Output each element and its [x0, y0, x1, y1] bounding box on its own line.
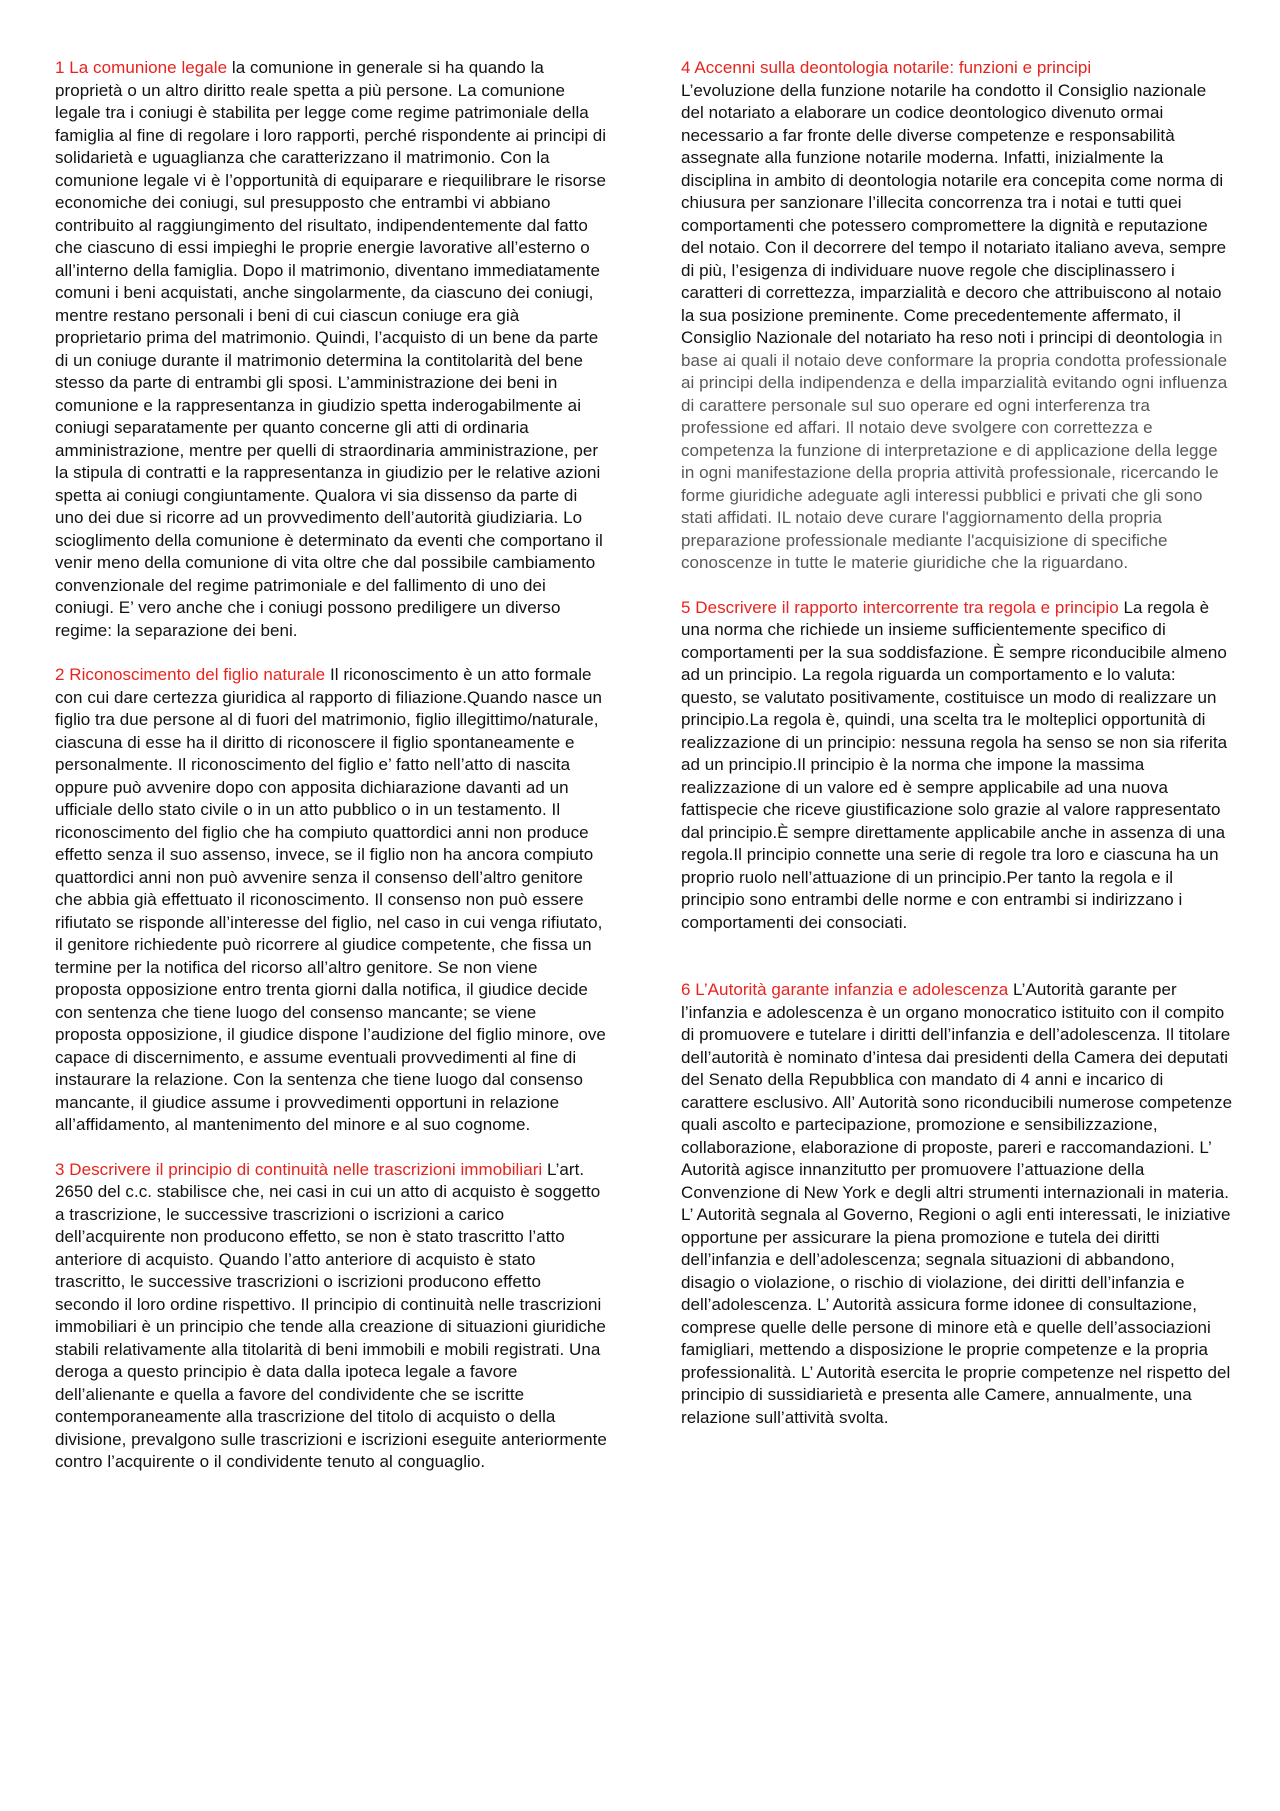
section-title: 2 Riconoscimento del figlio naturale: [55, 665, 326, 684]
section-body: L’evoluzione della funzione notarile ha condotto il Consiglio nazionale del notariato a elaborare un codice deontologico divenuto ormai necessario a far fronte delle diverse competenze e responsabilità assegnate alla funzione notarile moderna. Infatti, inizialmente la disciplina in ambito di deontologia notarile era concepita come norma di chiusura per sanzionare l’illecita concorrenza tra i notai e tutti quei comportamenti che potessero compromettere la dignità e reputazione del notaio. Con il decorrere del tempo il notariato italiano aveva, sempre di più, l’esigenza di individuare nuove regole che disciplinassero i caratteri di correttezza, imparzialità e decoro che attribuiscono al notaio la sua posizione preminente. Come precedentemente affermato, il Consiglio Nazionale del notariato ha reso noti i principi di deontologia: [681, 80, 1227, 347]
section-body: Il riconoscimento è un atto formale con cui dare certezza giuridica al rapporto di filiazione.Quando nasce un figlio tra due persone al di fuori del matrimonio, figlio illegittimo/naturale, ciascuna di esse ha il diritto di riconoscere il figlio spontaneamente e personalmente. Il riconoscimento del figlio e’ fatto nell’atto di nascita oppure può avvenire dopo con apposita dichiarazione davanti ad un ufficiale dello stato civile o in un atto pubblico o in un testamento. Il riconoscimento del figlio che ha compiuto quattordici anni non produce effetto senza il suo assenso, invece, se il figlio non ha ancora compiuto quattordici anni non può avvenire senza il consenso dell’altro genitore che abbia già effettuato il riconoscimento. Il consenso non può essere rifiutato se risponde all’interesse del figlio, nel caso in cui venga rifiutato, il genitore richiedente può ricorrere al giudice competente, che fissa un termine per la notifica del ricorso all’altro genitore. Se non viene proposta opposizione entro trenta giorni dalla notifica, il giudice decide con sentenza che tiene luogo del consenso mancante; se viene proposta opposizione, il giudice dispone l’audizione del figlio minore, ove capace di discernimento, e assume eventuali provvedimenti al fine di instaurare la relazione. Con la sentenza che tiene luogo dal consenso mancante, il giudice assume i provvedimenti opportuni in relazione all’affidamento, al mantenimento del minore e al suo cognome.: [55, 665, 606, 1134]
section-body: L’art. 2650 del c.c. stabilisce che, nei casi in cui un atto di acquisto è soggetto a trascrizione, le successive trascrizioni o iscrizioni a carico dell’acquirente non producono effetto, se non è stato trascritto l’atto anteriore di acquisto. Quando l’atto anteriore di acquisto è stato trascritto, le successive trascrizioni o iscrizioni producono effetto secondo il loro ordine rispettivo. Il principio di continuità nelle trascrizioni immobiliari è un principio che tende alla creazione di situazioni giuridiche stabili relativamente alla titolarità di beni immobili e mobili registrati. Una deroga a questo principio è data dalla ipoteca legale a favore dell’alienante e quella a favore del condividente che se iscritte contemporaneamente alla trascrizione del titolo di acquisto o della divisione, prevalgono sulle trascrizioni e iscrizioni eseguite anteriormente contro l’acquirente o il condividente tenuto al conguaglio.: [55, 1159, 607, 1471]
section-riconoscimento-figlio: [55, 664, 607, 1137]
section-body-muted: in base ai quali il notaio deve conformare la propria condotta professionale ai principi della indipendenza e della imparzialità evitando ogni influenza di carattere personale sul suo operare ed ogni interferenza tra professione ed affari. Il notaio deve svolgere con correttezza e competenza la funzione di interpretazione e di applicazione della legge in ogni manifestazione della propria attività professionale, ricercando le forme giuridiche adeguate agli interessi pubblici e privati che gli sono stati affidati. IL notaio deve curare l'aggiornamento della propria preparazione professionale mediante l'acquisizione di specifiche conoscenze in tutte le materie giuridiche che la riguardano.: [681, 328, 1228, 572]
section-body: L’Autorità garante per l’infanzia e adolescenza è un organo monocratico istituito con il compito di promuovere e tutelare i diritti dell’infanzia e dell’adolescenza. Il titolare dell’autorità è nominato d’intesa dai presidenti della Camera dei deputati del Senato della Repubblica con mandato di 4 anni e incarico di carattere esclusivo. All’ Autorità sono riconducibili numerose competenze quali ascolto e partecipazione, promozione e sensibilizzazione, collaborazione, elaborazione di proposte, pareri e raccomandazioni. L’ Autorità agisce innanzitutto per promuovere l’attuazione della Convenzione di New York e degli altri strumenti internazionali in materia. L’ Autorità segnala al Governo, Regioni o agli enti interessati, le iniziative opportune per assicurare la piena promozione e tutela dei diritti dell’infanzia e dell’adolescenza; segnala situazioni di abbandono, disagio o violazione, o rischio di violazione, dei diritti dell’infanzia e dell’adolescenza. L’ Autorità assicura forme idonee di consultazione, comprese quelle delle persone di minore età e quelle dell’associazioni famigliari, mettendo a disposizione le proprie competenze e la propria professionalità. L’ Autorità esercita le proprie competenze nel rispetto del principio di sussidiarietà e presenta alle Camere, annualmente, una relazione sull’attività svolta.: [681, 980, 1233, 1427]
section-deontologia-notarile: [681, 57, 1233, 575]
section-regola-principio: [681, 597, 1233, 935]
section-body: La regola è una norma che richiede un insieme sufficientemente specifico di comportamenti per la sua soddisfazione. È sempre riconducibile almeno ad un principio. La regola riguarda un comportamento e lo valuta: questo, se valutato positivamente, costituisce un modo di realizzare un principio.La regola è, quindi, una scelta tra le molteplici opportunità di realizzazione di un principio: nessuna regola ha senso se non sia riferita ad un principio.Il principio è la norma che impone la massima realizzazione di un valore ed è sempre applicabile ad una nuova fattispecie che riceve giustificazione solo grazie al valore rappresentato dal principio.È sempre direttamente applicabile anche in assenza di una regola.Il principio connette una serie di regole tra loro e ciascuna ha un proprio ruolo nell’attuazione di un principio.Per tanto la regola e il principio sono entrambi delle norme e con entrambi si indirizzano i comportamenti dei consociati.: [681, 597, 1228, 932]
section-title: 6 L’Autorità garante infanzia e adolescenza: [681, 980, 1009, 999]
right-column: [681, 57, 1233, 1451]
section-body: la comunione in generale si ha quando la proprietà o un altro diritto reale spetta a più persone. La comunione legale tra i coniugi è stabilita per legge come regime patrimoniale della famiglia al fine di regolare i loro rapporti, perché rispondente ai principi di solidarietà e uguaglianza che caratterizzano il matrimonio. Con la comunione legale vi è l’opportunità di equiparare e riequilibrare le risorse economiche dei coniugi, sul presupposto che entrambi vi abbiano contribuito al raggiungimento del risultato, indipendentemente dal fatto che ciascuno di essi impieghi le proprie energie lavorative all’esterno o all’interno della famiglia. Dopo il matrimonio, diventano immediatamente comuni i beni acquistati, anche singolarmente, da ciascuno dei coniugi, mentre restano personali i beni di cui ciascun coniuge era già proprietario prima del matrimonio. Quindi, l’acquisto di un bene da parte di un coniuge durante il matrimonio determina la contitolarità del bene stesso da parte di entrambi gli sposi. L’amministrazione dei beni in comunione e la rappresentanza in giudizio spetta inderogabilmente ai coniugi separatamente per quanto concerne gli atti di ordinaria amministrazione, mentre per quelli di straordinaria amministrazione, per la stipula di contratti e la rappresentanza in giudizio per le relative azioni spetta ai coniugi congiuntamente. Qualora vi sia dissenso da parte di uno dei due si ricorre ad un provvedimento dell’autorità giudiziaria. Lo scioglimento della comunione è determinato da eventi che comportano il venir meno della comunione di vita oltre che dal possibile cambiamento convenzionale del regime patrimoniale e del fallimento di uno dei coniugi. E’ vero anche che i coniugi possono prediligere un diverso regime: la separazione dei beni.: [55, 58, 607, 640]
section-autorita-garante: [681, 979, 1233, 1429]
section-title: 5 Descrivere il rapporto intercorrente tra regola e principio: [681, 597, 1119, 617]
section-title: 4 Accenni sulla deontologia notarile: funzioni e principi: [681, 58, 1092, 77]
left-column: [55, 57, 607, 1496]
section-comunione-legale: [55, 57, 607, 642]
section-title: 3 Descrivere il principio di continuità nelle trascrizioni immobiliari: [55, 1159, 543, 1179]
section-continuita-trascrizioni: [55, 1159, 607, 1474]
section-title: 1 La comunione legale: [55, 58, 228, 77]
